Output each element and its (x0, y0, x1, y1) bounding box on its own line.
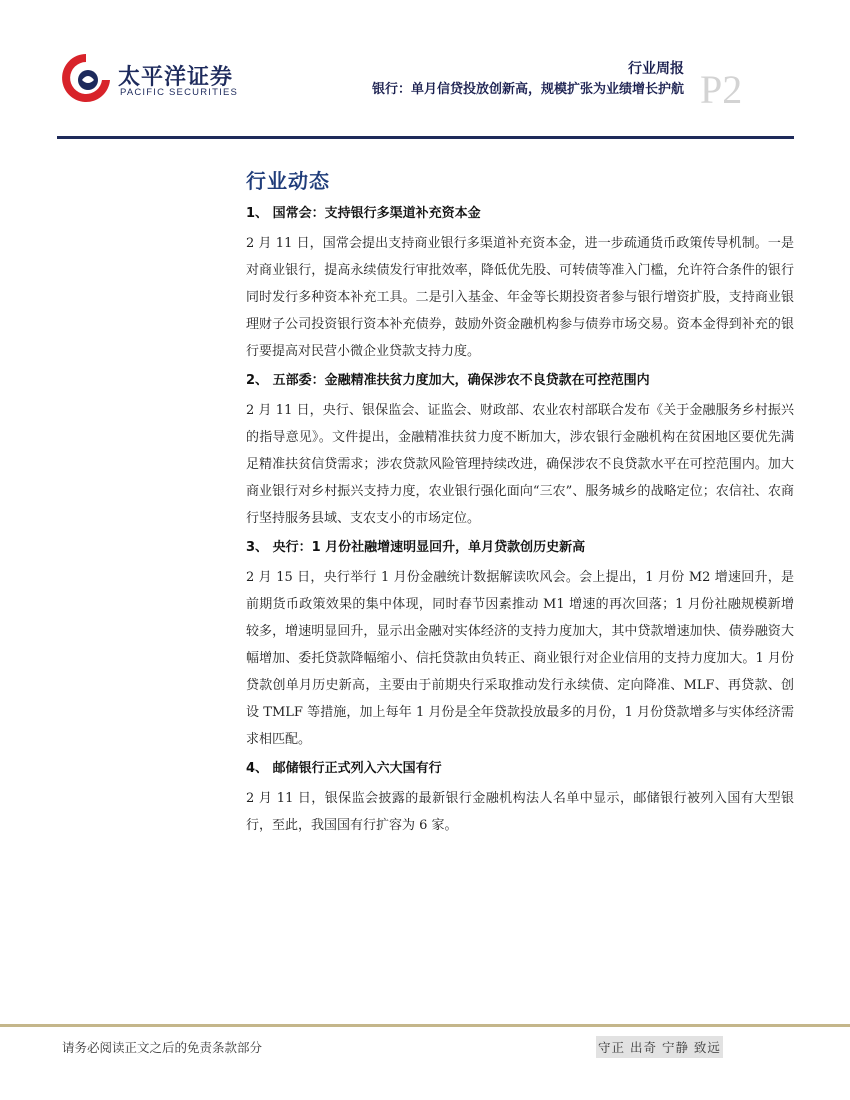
news-item (246, 755, 794, 839)
news-item-heading: 4、 邮储银行正式列入六大国有行 (246, 761, 442, 776)
section-title: 行业动态 (246, 169, 330, 193)
logo-english-name: PACIFIC SECURITIES (120, 87, 239, 98)
news-item (246, 534, 794, 753)
news-item (246, 367, 794, 532)
footer-disclaimer: 请务必阅读正文之后的免责条款部分 (62, 1040, 263, 1055)
header-divider (57, 136, 794, 139)
news-item-body: 2 月 11 日，央行、银保监会、证监会、财政部、农业农村部联合发布《关于金融服务乡村振兴的指导意见》。文件提出，金融精准扶贫力度不断加大，涉农银行金融机构在贫困地区要优先满足精准扶贫信贷需求；涉农贷款风险管理持续改进，确保涉农不良贷款水平在可控范围内。加大商业银行对乡村振兴支持力度，农业银行强化面向“三农”、服务城乡的战略定位；农信社、农商行坚持服务县域、支农支小的市场定位。 (246, 403, 794, 526)
pacific-securities-logo-icon (58, 50, 114, 106)
page-number: P2 (700, 67, 743, 112)
footer-motto: 守正 出奇 宁静 致远 (596, 1036, 723, 1058)
news-item-heading: 2、 五部委：金融精准扶贫力度加大，确保涉农不良贷款在可控范围内 (246, 373, 650, 388)
company-logo (58, 50, 239, 106)
logo-chinese-name: 太平洋证券 (118, 65, 234, 90)
industry-news-list (246, 200, 794, 841)
news-item-body: 2 月 11 日，国常会提出支持商业银行多渠道补充资本金，进一步疏通货币政策传导机制。一是对商业银行，提高永续债发行审批效率，降低优先股、可转债等准入门槛，允许符合条件的银行同时发行多种资本补充工具。二是引入基金、年金等长期投资者参与银行增资扩股，支持商业银理财子公司投资银行资本补充债券，鼓励外资金融机构参与债券市场交易。资本金得到补充的银行要提高对民营小微企业贷款支持力度。 (246, 236, 794, 359)
report-title: 银行：单月信贷投放创新高，规模扩张为业绩增长护航 (371, 82, 684, 97)
news-item-body: 2 月 15 日，央行举行 1 月份金融统计数据解读吹风会。会上提出，1 月份 M2 增速回升，是前期货币政策效果的集中体现，同时春节因素推动 M1 增速的再次回落；1 月份社融规模新增较多，增速明显回升，显示出金融对实体经济的支持力度加大，其中贷款增速加快、债券融资大幅增加、委托贷款降幅缩小、信托贷款由负转正、商业银行对企业信用的支持力度加大。1 月份贷款创单月历史新高，主要由于前期央行采取推动发行永续债、定向降准、MLF、再贷款、创设 TMLF 等措施，加上每年 1 月份是全年贷款投放最多的月份，1 月份贷款增多与实体经济需求相匹配。 (246, 570, 794, 747)
news-item (246, 200, 794, 365)
news-item-heading: 3、 央行：1 月份社融增速明显回升，单月贷款创历史新高 (246, 540, 586, 555)
report-type: 行业周报 (628, 61, 684, 77)
footer-divider (0, 1024, 850, 1027)
news-item-body: 2 月 11 日，银保监会披露的最新银行金融机构法人名单中显示，邮储银行被列入国有大型银行，至此，我国国有行扩容为 6 家。 (246, 791, 794, 833)
news-item-heading: 1、 国常会：支持银行多渠道补充资本金 (246, 206, 481, 221)
